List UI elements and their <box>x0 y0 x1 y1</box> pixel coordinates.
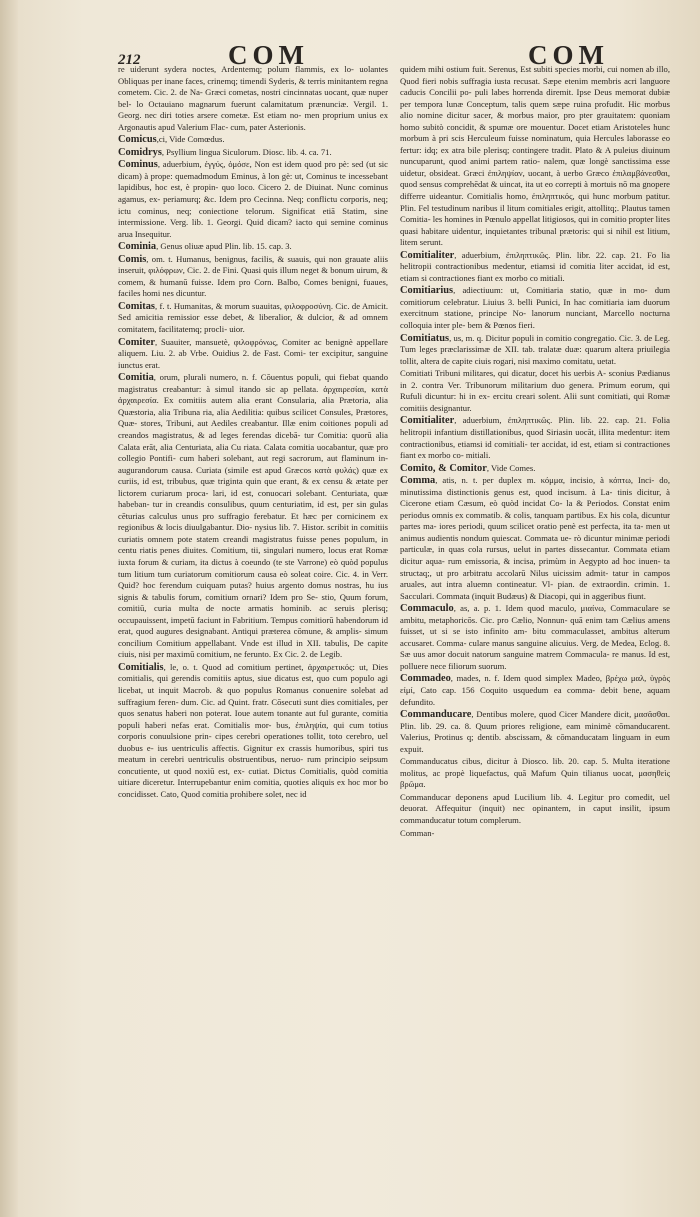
running-head-left: COM <box>228 40 309 70</box>
dictionary-entry <box>118 134 388 146</box>
dictionary-entry <box>118 337 388 372</box>
dictionary-entry <box>400 250 670 285</box>
entry-headword: Cominus <box>118 159 158 171</box>
entry-headword: Comis <box>118 253 147 265</box>
entry-text: re uiderunt sydera noctes, Ardentemq; polum flammis, ex lo- uolantes Obliquas per inane faces, crinemq; timendi Syderis, & terris minitantem regna cometem. Cic. 2. de Na- Græci cometas, nostri cincinnatas uocant, quæ nuper bel- lo Octauiano magnarum fuerunt calamitatum prænunciæ. Vergil. 1. Georg. nec diri toties arsere cometæ. Est etiam no- men proprium unius ex Argonautis apud Valerium Flac- cum, pater Asterionis. <box>118 64 388 132</box>
dictionary-entry <box>118 254 388 300</box>
entry-text: Comitiati Tribuni militares, qui dicatur, docet his uerbis A- sconius Pædianus in 2. contra Ver. Tribunorum militarium duo genera. Primum eorum, qui Rufuli dicuntur: hi in ex- ercitu creari solent. Alii sunt comitiati, qui Romæ comitiis designantur. <box>400 368 670 413</box>
entry-text: ,ci, Vide Comœdus. <box>156 134 225 145</box>
dictionary-entry <box>400 828 670 840</box>
entry-headword: Comitiarius <box>400 285 454 297</box>
entry-text: , as, a. p. 1. Idem quod maculo, μιαίνω, Commaculare se ambitu, metaphoricōs. Cic. pro Cælio, Nonnun- quā enim tam Cælius amens fuisset, ut si se isto infinito am- bitu commaculasset, ambitus alterum accusaret. Comma- culare manus sanguine alicuius. Verg. de Medea, Eclog. 8. Sæ uus amor docuit natorum sanguine matrem Commacula- re manus. Id est, polluere nece filiorum suorum. <box>400 603 670 671</box>
entry-headword: Cominia <box>118 241 157 253</box>
dictionary-entry <box>400 415 670 461</box>
page-number: 212 <box>118 52 141 68</box>
entry-headword: Comma <box>400 475 436 487</box>
entry-headword: Comiter <box>118 336 155 348</box>
entry-text: , aduerbium, ἐγγύς, ὁμόσε, Non est idem quod pro pè: sed (ut sic dicam) à prope: quemadmodum Eminus, à lon gè: ut, Cominus te incessebant lapidibus, hoc est, è propin- quo loco. Cicero 2. de Diuinat. Nunc cominus agamus, ex- periamurq; &c. Idem pro Cecinna. Neq; conflictu corporis, neq; ictu cominus, neq; coniectione telorum. Significat etiā Statim, sine intermissione. Verg. lib. 1. Georgi. Quid dicam? iacto qui semine cominus arua Insequitur. <box>118 159 388 239</box>
dictionary-entry <box>400 64 670 249</box>
entry-text: , le, o. t. Quod ad comitium pertinet, ἀρχαιρετικός: ut, Dies comitialis, qui gerendis comitiis aptus, siue dicatus est, quo cum populo agi licebat, ut inquit Macrob. & quo populus Romanus conuenire solebat ad suffragium feren- dum. Cic. ad Quint. fratr. Cōsecuti sunt dies comitiales, per quos senatus haberi non poterat. Ioue autem tonante aut ful gurante, comitia populi haberi nefas erat. Comitialis mor- bus, ἐπιληψία, qui cum totius corporis conuulsione prin- cipes cerebri operationes tollit, toto cerebro, uel duobus e- ius uentriculis affectis. Gignitur ex crassis humoribus, spiri tus meatum in cerebri uentriculis obstruentibus, neruo- rum principio seipsum concutiente, ut quod noxiū est, ex- cutiat. Dictus Comitialis, quòd comitia uitiare diceretur. Interrupebantur enim comitia, quoties aliquis ex hoc mor bo concidisset. Cato, Quod comitia prohibere solet, nec id <box>118 661 388 799</box>
dictionary-entry <box>400 333 670 368</box>
entry-text: , Genus oliuæ apud Plin. lib. 15. cap. 3. <box>156 241 292 252</box>
dictionary-entry <box>118 372 388 661</box>
page-gutter-shadow <box>0 0 18 1217</box>
entry-text: , f. t. Humanitas, & morum suauitas, φιλοφροσύνη. Cic. de Amicit. Sed amicitia remissior esse debet, & liberalior, & dulcior, & ad omnem comitatem, facilitatemq; procli- uior. <box>118 300 388 335</box>
dictionary-entry <box>400 709 670 755</box>
left-column <box>118 64 388 801</box>
dictionary-entry <box>400 285 670 331</box>
entry-headword: Commadeo <box>400 673 451 685</box>
entry-text: Commanducatus cibus, dicitur à Diosco. lib. 20. cap. 5. Multa iteratione molitus, ac propè liquefactus, quā Mafum Quin tilianus uocat, μασηθεὶς βρῶμα. <box>400 756 670 790</box>
entry-text: , Vide Comes. <box>486 462 536 473</box>
dictionary-entry <box>400 368 670 414</box>
entry-text: , adiectiuum: ut, Comitiaria statio, quæ in mo- dum comitiorum celebratur. Liuius 3. belli Punici, In hac comitiaria iam duorum exercitnum statione, principe No- lanorum nunciant, Marcello nocturna colloquia inter ple- bem & Pœnos fieri. <box>400 285 670 331</box>
entry-headword: Commanducare <box>400 709 472 721</box>
dictionary-entry <box>400 673 670 708</box>
entry-text: , mades, n. f. Idem quod simplex Madeo, βρέχω μαλ, ὑγρὸς εἰμί, Cato cap. 156 Coquito usquedum ea comma- debit bene, aquam defundito. <box>400 673 670 707</box>
dictionary-entry <box>400 792 670 827</box>
entry-text: , orum, plurali numero, n. f. Cōuentus populi, qui fiebat quando magistratus creabantur: à simul itando sic ap pellata. ἀρχαιρεσίαι, κατὰ ἀρχαιρεσία. Ex comitiis autem alia erant Consularia, alia Prætoria, alia Quæstoria, alia Tribuna ria, alia Aedilitia: quibus scilicet Consules, Prætores, Quæ- stores, Tribuni, aut Aediles creabantur. Illæ enim coitiones populi ad creandos magistratus, & ad leges ferendas dicebā- tur Comitia: quorū alia Calata erāt, alia Centuriata, alia Cu riata. Calata comitia uocabantur, quæ pro collegio Pontifi- cum haberi solebant, aut regi sacrorum, aut flaminum in- augurandorum causa. Curiata (simile est apud Græcos κατὰ φυλάς) quæ ex curiis, id est, tribubus, quæ triginta quin que erant, & ex censu & ætate per lictorem curiarum proca- lari, id est, conuocari solebant. Centuriata, quæ habeban- tur in creandis consulibus, quum centuriatim, id est, per sin gulas cēturias calculus unus pro suffragio ferebatur. Et hæc per cornicinem ex regionibus & locis diuulgabantur. Dio- nysius lib. 7. Histor. scribit in comitiis curiatis omnem pote statem creandi magistratus fuisse penes populum, in centu riatis penes diuites. Comitium, tii, singulari numero, locus erat Romæ iuxta forum & curiam, ita dictus à coeundo (te ste Varrone) eò quòd populus tum litium tum curiatorum comitiorum causa eò soleat coire. Cic. 4. in Verr. Quid? hoc ferendum cuiquam putas? huius argento domus nostras, hu ius signis & tabulis forum, comitium ornari? Idem pro Se- stio, Quum forum, comitiū, curia multa de nocte armatis hominib. ac seruis plerisq; occupauissent, impetū faciunt in Fabritium. Tempus comitiorū habendorum id erat, quod augures designabant. Antiqui præterea cōmune, & amplis- simum concilium Comitium appellabant. Vnde est illud in XII. tabulis, De capite ciuis, nisi per maximū comitium, ne ferunto. Ex Cic. 2. de Legib. <box>118 372 388 660</box>
entry-headword: Comitialis <box>118 661 164 673</box>
entry-headword: Comitia <box>118 372 154 384</box>
entry-text: quidem mihi ostium fuit. Serenus, Est subiti species morbi, cui nomen ab illo, Quod fieri nobis suffragia iusta recusat. Sæpe etenim membris acri languore caducis Concilii po- puli labes horrenda diremit. Ipse Deus memorat dubiæ per tempora lunæ Conceptum, talis quem sæpe ruina profudit. Hic morbus alio nomine dicitur sacer, & morbus maior, pro pter grauitatem: quoniam homo subitò concidit, & spumæ ore mouentur. Docet etiam Aristoteles hunc morbum à pri scis Herculeum fuisse nominatum, quia Hercules laborasse eo fertur: idq; ex atra bile plerisq; contingere tradit. Plato & A puleius diuinum nuncuparunt, quod animi partem ratio- nalem, quæ longè sanctissima esse uidetur, obsideat. Græci ἐπιληψίαν, uocant, à uerbo Græco ἐπιλαμβάνεσθαι, quod sensus comprehēdat & uincat, ita ut eo correpti à mortuis nō ma gnopere differre uideantur. Comitialis homo, ἐπιληπτικός, qui hunc morbum patitur. Plin. Fel testudinum naribus il litum comitiales erigit, attollitq;. Plautus tamen Comitia- les homines in Pœnulo appellat litigiosos, qui in comitio propter lites quasi habitare uidentur, inquietantes tribunal prætoris: qui si nihil est litium, litem serunt. <box>400 64 670 248</box>
entry-headword: Comitialiter <box>400 249 455 261</box>
right-column <box>400 64 670 840</box>
entry-text: , Psyllium lingua Siculorum. Diosc. lib. 4. ca. 71. <box>161 146 332 157</box>
entry-text: Commanducar deponens apud Lucilium lib. 4. Legitur pro comedit, uel deuorat. Affequitur (inquit) nec opinantem, in caput insilit, ipsum commanducatur totum complerum. <box>400 791 670 825</box>
entry-headword: Commaculo <box>400 603 454 615</box>
entry-headword: Comidrys <box>118 146 162 158</box>
dictionary-entry <box>400 756 670 791</box>
running-head-right: COM <box>528 40 609 70</box>
dictionary-entry <box>400 475 670 602</box>
entry-headword: Comitiatus <box>400 332 450 344</box>
dictionary-entry <box>118 147 388 159</box>
entry-text: , aduerbium, ἐπιληπτικῶς. Plin. lib. 22. cap. 21. Folia helitropii infantium distillationibus, quod Siriasin uocāt, illita medentur: item contractionibus, etiamsi id comitiali- ter accidat, id est, etiam si contractiones fiant ex morbo co- mitiali. <box>400 415 670 461</box>
dictionary-entry <box>118 159 388 240</box>
entry-text: , Suauiter, mansuetè, φιλοφρόνως, Comiter ac benignè appellare aliquem. Liu. 2. ab Vrbe. Ouidius 2. de Fast. Comi- ter excipitur, sanguine iunctus erat. <box>118 336 388 370</box>
entry-text: , Dentibus molere, quod Cicer Mandere dicit, μασᾶσθαι. Plin. lib. 29. ca. 8. Quum priores religione, eam minimè cōmanducarent. Valerius, Protinus q; dentib. abscissam, & cōmanducatam linguam in eum expuit. <box>400 709 670 754</box>
entry-text: , us, m. q. Dicitur populi in comitio congregatio. Cic. 3. de Leg. Tum leges præclarissimæ de XII. tab. tralatæ duæ: quarum altera priuilegia tollit, altera de capite ciuis rogari, nisi maximo comitatu, uetat. <box>400 332 670 366</box>
dictionary-entry <box>118 64 388 133</box>
entry-text: , atis, n. t. per duplex m. κόμμα, incisio, à κόπτω, Inci- do, minutissima distinctionis genus est, quod incisum. à La- tinis dicitur, à Cicerone etiam Cæsum, eò quòd incidat Co- la & Periodos. Constat enim periodus omnis ex commatib. & colis, tanquam partibus. Ex his cola, dicuntur partes ma- iores periodi, quum scilicet oratio penè est perfecta, ita ta- men ut animus audientis nondum quiescat. Commata ue- rò dicuntur minimæ periodi particulæ, in quas cola rursus, uelut in partes dissecantur. Commata etiam dicitur aqua- rum emissoria, & incisa, primùm in Aegypto ad hoc inuen- ta structaq;, ut pro arbitratu accolarū Nilus uicissim admit- tatur in campos aruales, aut intra aluemn contineatur. Vl- pian. de extraordin. crimin. 1. Sacculari. Commata (inquit Budæus) & Diacopi, qui in aggeribus fiunt. <box>400 475 670 601</box>
entry-text: , aduerbium, ἐπιληπτικῶς. Plin. libr. 22. cap. 21. Fo lia helitropii contractionibus medentur, etiamsi id comitia liter accidat, id est, etiam si contractiones fiant ex morbo co mitiali. <box>400 249 670 283</box>
dictionary-entry <box>118 241 388 253</box>
entry-headword: Comitas <box>118 300 155 312</box>
entry-text: , om. t. Humanus, benignus, facilis, & suauis, qui non grauate aliis inseruit, φιλόφρων, Cic. 2. de Fini. Quasi quis illum neget & bonum uirum, & comem, & humanū fuisse. Idem pro Corn. Balbo, Comes benigni, fuaues, faciles homi nes dicuntur. <box>118 253 388 299</box>
entry-text: Comman- <box>400 827 435 838</box>
entry-headword: Comito, & Comitor <box>400 462 487 474</box>
dictionary-entry <box>118 662 388 801</box>
entry-headword: Comicus <box>118 134 157 146</box>
entry-headword: Comitialiter <box>400 415 455 427</box>
dictionary-entry <box>118 301 388 336</box>
dictionary-entry <box>400 603 670 672</box>
dictionary-entry <box>400 463 670 475</box>
